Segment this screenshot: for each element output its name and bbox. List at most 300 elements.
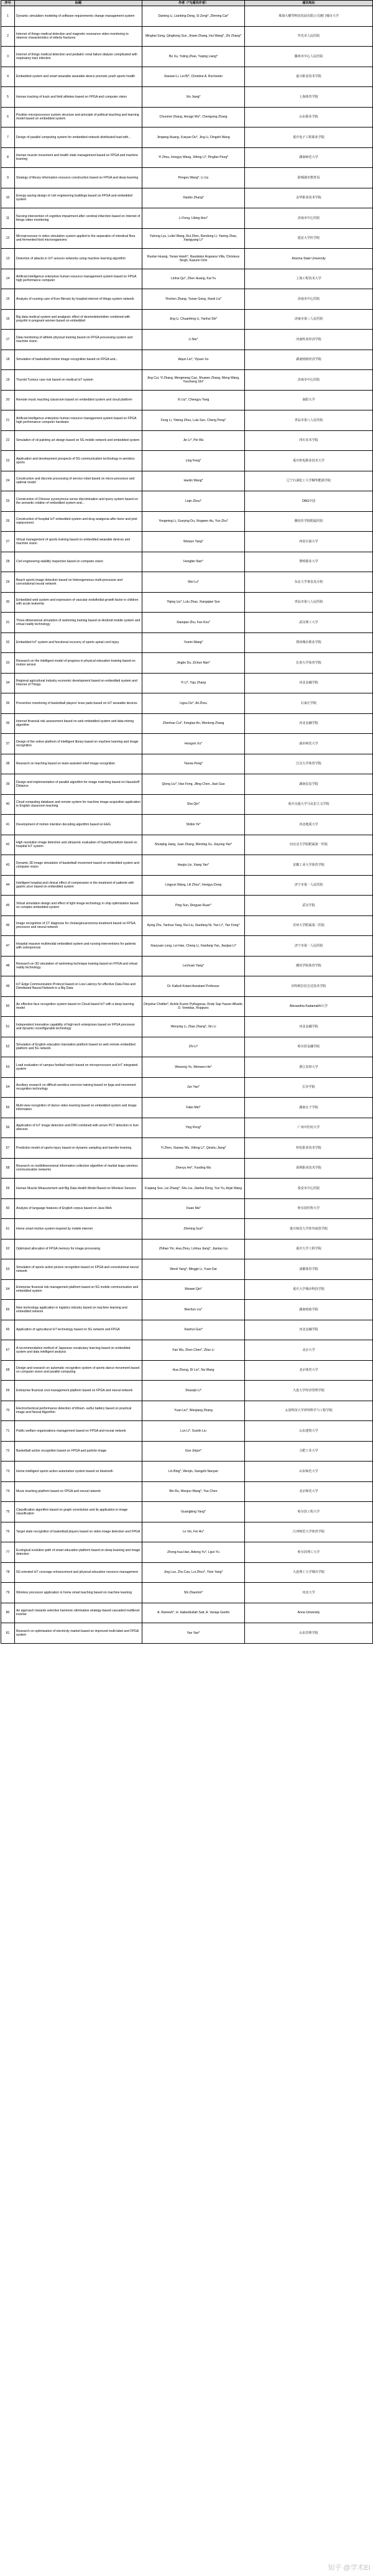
paper-authors: Yan Yan* bbox=[142, 1623, 245, 1644]
paper-authors: Guangbing Yang* bbox=[142, 1502, 245, 1522]
paper-affiliation: 潍坊医学院附属医院 bbox=[245, 511, 373, 532]
paper-affiliation: 江西师范大学体育学院 bbox=[245, 1522, 373, 1542]
paper-affiliation: 江汉大学体育学院 bbox=[245, 754, 373, 774]
table-row bbox=[1, 592, 373, 613]
row-number: 13 bbox=[1, 249, 15, 269]
paper-authors: Chunmei Zhang, Hongyi Wu*, Chengxing Zhang bbox=[142, 107, 245, 127]
paper-affiliation: 嘉兴职业技术学院 bbox=[245, 67, 373, 87]
row-number: 16 bbox=[1, 309, 15, 330]
paper-affiliation: 长春大学体育学院 bbox=[245, 653, 373, 674]
table-row bbox=[1, 1320, 373, 1340]
row-number: 70 bbox=[1, 1401, 15, 1421]
paper-affiliation: 湖南财政经济学院 bbox=[245, 350, 373, 370]
row-number: 2 bbox=[1, 26, 15, 47]
paper-authors: Xi Liu*, Chengyu Yang bbox=[142, 390, 245, 410]
row-number: 52 bbox=[1, 1037, 15, 1057]
row-number: 56 bbox=[1, 1118, 15, 1138]
paper-authors: Beichun Liu* bbox=[142, 1300, 245, 1320]
row-number: 49 bbox=[1, 976, 15, 997]
paper-authors: Dinyelse Chidike*, Achile Kuzon Pythagoras, Rody Sap Yasser Alharbi, D. Vomidas, Roppues bbox=[142, 996, 245, 1017]
paper-authors: Wei Lu* bbox=[142, 572, 245, 593]
table-row bbox=[1, 1098, 373, 1118]
paper-authors: Hua Zheng, Di Liu*, Na Wang bbox=[142, 1360, 245, 1381]
row-number: 4 bbox=[1, 67, 15, 87]
paper-title: Artificial intelligence enterprise human resource management system based on FPGA high performance computer bbox=[15, 269, 142, 289]
paper-affiliation: 河北金融学院 bbox=[245, 1320, 373, 1340]
paper-affiliation: 黎明职业大学 bbox=[245, 552, 373, 572]
table-row bbox=[1, 835, 373, 855]
row-number: 47 bbox=[1, 936, 15, 957]
paper-authors: Zhi Li* bbox=[142, 1037, 245, 1057]
paper-authors: Zhihao Yin, Hua Zhou, Linhua Jiang*, Jiantao Liu bbox=[142, 1239, 245, 1259]
paper-affiliation: 河北大学 bbox=[245, 1583, 373, 1603]
row-number: 29 bbox=[1, 572, 15, 593]
paper-affiliation: 重庆大学城市科技学院 bbox=[245, 1279, 373, 1300]
paper-title: Research on multidimensional information collection algorithm of martial leaps wireless communication networks bbox=[15, 1158, 142, 1179]
paper-affiliation: 西安石油大学 bbox=[245, 532, 373, 552]
paper-affiliation: 成都体育学院 bbox=[245, 1259, 373, 1280]
row-number: 55 bbox=[1, 1098, 15, 1118]
row-number: 17 bbox=[1, 330, 15, 350]
paper-title: Dynamic simulation modeling of software requirements change management system bbox=[15, 6, 142, 27]
table-row bbox=[1, 430, 373, 451]
paper-affiliation: 辽宁石油化工大学顺华能源学院 bbox=[245, 471, 373, 491]
row-number: 23 bbox=[1, 451, 15, 471]
paper-title: Multi-view recognition of dance video learning based on embedded system and image information bbox=[15, 1098, 142, 1118]
paper-authors: Shibin Ye* bbox=[142, 815, 245, 835]
paper-title: Public welfare organizations management based on FPGA and neural network bbox=[15, 1421, 142, 1442]
table-row bbox=[1, 1198, 373, 1219]
paper-affiliation: 重庆交通大学马克思主义学院 bbox=[245, 794, 373, 815]
paper-title: Electrochemical performance detection of lithium -sulfur battery based on practical image and Neural Algorithm bbox=[15, 1401, 142, 1421]
table-row bbox=[1, 147, 373, 168]
table-row bbox=[1, 67, 373, 87]
paper-title: Human tracking of track and field athletes based on FPGA and computer vision bbox=[15, 87, 142, 108]
paper-authors: Zhenhao Cui*, Fengtao An, Wenlong Zhang bbox=[142, 713, 245, 734]
table-row bbox=[1, 26, 373, 47]
table-row bbox=[1, 1077, 373, 1098]
paper-title: Embedded web system and expression of vascular endothelial growth factor in children with acute leukemia bbox=[15, 592, 142, 613]
paper-title: Research on the intelligent model of progress in physical education training based on motion sensor bbox=[15, 653, 142, 674]
table-row bbox=[1, 1017, 373, 1037]
paper-authors: Xiuan Ma* bbox=[142, 1198, 245, 1219]
table-row bbox=[1, 734, 373, 754]
paper-affiliation: 青岛市第八人民医院 bbox=[245, 410, 373, 431]
row-number: 27 bbox=[1, 532, 15, 552]
row-number: 79 bbox=[1, 1583, 15, 1603]
paper-authors: Bo Xu, Yuting Zhao, Yuqing Liang* bbox=[142, 47, 245, 67]
paper-title: Position microprocessor system structure and principle of political teaching and learning model based on embedded system bbox=[15, 107, 142, 127]
paper-authors: Lun Li*, Guolin Liu bbox=[142, 1421, 245, 1442]
table-row bbox=[1, 1219, 373, 1239]
paper-affiliation: 河南牧业经济学院 bbox=[245, 330, 373, 350]
paper-title: Target state recognition of basketball players based on video image detection and FPGA bbox=[15, 1522, 142, 1542]
table-row bbox=[1, 1481, 373, 1502]
row-number: 14 bbox=[1, 269, 15, 289]
row-number: 50 bbox=[1, 996, 15, 1017]
paper-authors: Wenjun Yang* bbox=[142, 532, 245, 552]
paper-affiliation: 潍坊学院体育学院 bbox=[245, 956, 373, 976]
paper-authors: Jun Yao* bbox=[142, 1077, 245, 1098]
paper-title: Human Muscle Measurement and Big Data Health Model Based on Wireless Sensors bbox=[15, 1179, 142, 1199]
paper-authors: Sha Qin* bbox=[142, 794, 245, 815]
paper-affiliation: 哈尔滨金融学院 bbox=[245, 1037, 373, 1057]
paper-title: Beach sports image detection based on heterogeneous multi-processor and convolutional neural network bbox=[15, 572, 142, 593]
paper-affiliation: 长沙学院 bbox=[245, 1077, 373, 1098]
paper-title: Research on 3D simulation of swimming technique training based on FPGA and virtual reality technology bbox=[15, 956, 142, 976]
row-number: 80 bbox=[1, 1603, 15, 1623]
paper-affiliation: 哈尔滨理工大学 bbox=[245, 1542, 373, 1563]
row-number: 19 bbox=[1, 370, 15, 391]
paper-affiliation: 合肥工业大学 bbox=[245, 1441, 373, 1462]
row-number: 5 bbox=[1, 87, 15, 108]
paper-title: Home intelligent sports action automation system based on bluetooth bbox=[15, 1462, 142, 1482]
paper-authors: Jingbo Du, Zichun Nan* bbox=[142, 653, 245, 674]
row-number: 9 bbox=[1, 168, 15, 188]
paper-title: Auxiliary research on difficult aerobics exercise training based on fpga and movement recognition technology bbox=[15, 1077, 142, 1098]
row-number: 6 bbox=[1, 107, 15, 127]
paper-authors: Shaoqin Li* bbox=[142, 1381, 245, 1401]
paper-title: Data monitoring of athlete physical training based on FPGA processing system and machine vision bbox=[15, 330, 142, 350]
paper-list-table bbox=[1, 0, 373, 1644]
paper-title: Artificial intelligence enterprise human resource management system based on FPGA high performance computer hardware bbox=[15, 410, 142, 431]
paper-affiliation: 南阳大学 bbox=[245, 390, 373, 410]
paper-authors: Aiqun Liu*, Yiyuan Xu bbox=[142, 350, 245, 370]
paper-title: Basketball action recognition based on FPGA and particle image bbox=[15, 1441, 142, 1462]
paper-affiliation: 曲阜师范大学 bbox=[245, 734, 373, 754]
paper-affiliation: 湖南师范大学 bbox=[245, 147, 373, 168]
table-row bbox=[1, 370, 373, 391]
paper-affiliation: 延安大学医学院 bbox=[245, 228, 373, 249]
paper-affiliation: 山东管理学院 bbox=[245, 1623, 373, 1644]
paper-authors: Fabo Mei* bbox=[142, 1098, 245, 1118]
table-row bbox=[1, 653, 373, 674]
row-number: 60 bbox=[1, 1198, 15, 1219]
paper-title: Human muscle movement and health state management based on FPGA and machine learning bbox=[15, 147, 142, 168]
paper-authors: Ping Sun, Dingyao Ruan* bbox=[142, 896, 245, 916]
paper-title: New technology application in logistics industry based on machine learning and embedded network bbox=[15, 1300, 142, 1320]
row-number: 25 bbox=[1, 491, 15, 512]
table-row bbox=[1, 1158, 373, 1179]
paper-authors: Xiaowei Li, Lei Bi*, Christine A. Rochester bbox=[142, 67, 245, 87]
table-row bbox=[1, 1239, 373, 1259]
row-number: 69 bbox=[1, 1381, 15, 1401]
table-row bbox=[1, 6, 373, 27]
paper-title: Enterprise financial risk management platform based on 5G mobile communication and embedded system bbox=[15, 1279, 142, 1300]
table-row bbox=[1, 289, 373, 310]
paper-affiliation: 深圳职业技术学院 bbox=[245, 1158, 373, 1179]
paper-affiliation: 重庆师范大学涉外商贸学院 bbox=[245, 1219, 373, 1239]
paper-affiliation: 河北金融学院 bbox=[245, 713, 373, 734]
table-row bbox=[1, 168, 373, 188]
paper-affiliation: 大连理工大学城市学院 bbox=[245, 1562, 373, 1583]
paper-title: 5G-oriented IoT coverage enhancement and physical education resource management bbox=[15, 1562, 142, 1583]
paper-authors: Linhui Qu*, Zhen Huang, Kai Yu bbox=[142, 269, 245, 289]
table-row bbox=[1, 1421, 373, 1442]
row-number: 11 bbox=[1, 208, 15, 229]
paper-authors: Li Niu* bbox=[142, 330, 245, 350]
row-number: 32 bbox=[1, 632, 15, 653]
row-number: 46 bbox=[1, 915, 15, 936]
paper-affiliation: 苏州大学附属第二医院 bbox=[245, 915, 373, 936]
paper-affiliation: 珠海大横琴科技发展有限公司澳门城市大学 bbox=[245, 6, 373, 27]
paper-authors: Jing Li, Chuanfeng Li, Yanhui Shi* bbox=[142, 309, 245, 330]
paper-authors: Jinqiang Huang, Xueyan Du*, Jing Li, Dingshi Wang bbox=[142, 127, 245, 148]
paper-authors: Liqin Zhou* bbox=[142, 491, 245, 512]
paper-affiliation: 山东师范大学 bbox=[245, 1462, 373, 1482]
paper-title: Internet financial risk assessment based on web embedded system and data mining algorithm bbox=[15, 713, 142, 734]
row-number: 75 bbox=[1, 1502, 15, 1522]
paper-title: Embedded system and smart wearable wearable device promote youth sports health bbox=[15, 67, 142, 87]
paper-affiliation: 东北大学秦皇岛分校 bbox=[245, 572, 373, 593]
paper-affiliation: 河北地质大学 bbox=[245, 815, 373, 835]
row-number: 21 bbox=[1, 410, 15, 431]
table-row bbox=[1, 249, 373, 269]
row-number: 37 bbox=[1, 734, 15, 754]
row-number: 59 bbox=[1, 1179, 15, 1199]
table-row bbox=[1, 1360, 373, 1381]
row-number: 8 bbox=[1, 147, 15, 168]
paper-authors: Yongming Li, Guoying Du, Xingwen Hu, Yun Zhu* bbox=[142, 511, 245, 532]
paper-authors: Xiaobo Zhang* bbox=[142, 188, 245, 208]
header-title: 标题 bbox=[15, 1, 142, 6]
table-row bbox=[1, 936, 373, 957]
table-row bbox=[1, 309, 373, 330]
row-number: 10 bbox=[1, 188, 15, 208]
paper-affiliation: 太原科技大学材料科学与工程学院 bbox=[245, 1401, 373, 1421]
table-header-row bbox=[1, 1, 373, 6]
row-number: 12 bbox=[1, 228, 15, 249]
table-row bbox=[1, 754, 373, 774]
table-row bbox=[1, 1401, 373, 1421]
paper-title: Energy-saving design of civil engineering buildings based on FPGA and embedded system bbox=[15, 188, 142, 208]
paper-title: Design and research on automatic recognition system of sports dance movement based on computer vision and parallel computing bbox=[15, 1360, 142, 1381]
paper-authors: Dr. Kalkoli Kotani Assistant Professor bbox=[142, 976, 245, 997]
paper-affiliation: 北京大学 bbox=[245, 1340, 373, 1361]
table-row bbox=[1, 330, 373, 350]
paper-authors: Haojia Lin, Xiang Yan* bbox=[142, 855, 245, 876]
table-row bbox=[1, 511, 373, 532]
paper-title: Analysis of nursing care of liver fibrosis by hospital internet of things system network bbox=[15, 289, 142, 310]
watermark: 知乎 @学术EI bbox=[328, 2564, 371, 2572]
paper-title: An approach towards selective harmonic elimination strategy-based cascaded multilevel inverter bbox=[15, 1603, 142, 1623]
paper-title: Construction of hospital IoT embedded system and drug analgesia after bone and joint replacement bbox=[15, 511, 142, 532]
table-row bbox=[1, 1279, 373, 1300]
row-number: 71 bbox=[1, 1421, 15, 1442]
paper-affiliation: 大连大学经济管理学院 bbox=[245, 1381, 373, 1401]
paper-affiliation: 湖南信息学院 bbox=[245, 774, 373, 795]
paper-affiliation: 河北北方学院附属第一医院 bbox=[245, 835, 373, 855]
table-row bbox=[1, 127, 373, 148]
row-number: 73 bbox=[1, 1462, 15, 1482]
paper-authors: Feng Li, Yidong Zhou, Lulu Sun, Cheng Peng* bbox=[142, 410, 245, 431]
paper-authors: Yi Zhen, Xiaowu Wu, Xifeng Li*, Qinshu Jiang* bbox=[142, 1138, 245, 1159]
paper-title: Hospital massive multimodal embedded system and nursing interventions for patients with osteoporosis bbox=[15, 936, 142, 957]
paper-authors: Pengxu Wang*, Li Liu bbox=[142, 168, 245, 188]
paper-title: An effective face recognition system based on Cloud based IoT with a deep learning model bbox=[15, 996, 142, 1017]
table-row bbox=[1, 228, 373, 249]
paper-affiliation: 怀化职业技术学院 bbox=[245, 1138, 373, 1159]
paper-title: Regional agricultural industry economic development based on embedded system and Internet of Things bbox=[15, 673, 142, 693]
header-affiliation: 通讯地址 bbox=[245, 1, 373, 6]
paper-title: Independent innovative capability of high-tech enterprises based on FPGA processor and dynamic reconfigurable technology bbox=[15, 1017, 142, 1037]
table-row bbox=[1, 1623, 373, 1644]
paper-affiliation: Alexandria Kadamakhl大学 bbox=[245, 996, 373, 1017]
row-number: 15 bbox=[1, 289, 15, 310]
paper-affiliation: 济南市中心医院 bbox=[245, 370, 373, 391]
paper-authors: Haolin Wang* bbox=[142, 471, 245, 491]
paper-title: Analysis of language features of English corpus based on Java Web bbox=[15, 1198, 142, 1219]
paper-authors: Fan Wu, Zhen Chen*, Ziluo Li bbox=[142, 1340, 245, 1361]
row-number: 66 bbox=[1, 1320, 15, 1340]
paper-title: Design of parallel computing system for embedded network distributed load with... bbox=[15, 127, 142, 148]
row-number: 58 bbox=[1, 1158, 15, 1179]
paper-title: Microprocessor in video simulation system applied to the separation of intestinal flora and fermented food microorganisms bbox=[15, 228, 142, 249]
row-number: 28 bbox=[1, 552, 15, 572]
table-row bbox=[1, 188, 373, 208]
table-row bbox=[1, 713, 373, 734]
paper-affiliation: 滕州市中心人民医院 bbox=[245, 47, 373, 67]
table-row bbox=[1, 491, 373, 512]
table-row bbox=[1, 855, 373, 876]
row-number: 20 bbox=[1, 390, 15, 410]
table-row bbox=[1, 996, 373, 1017]
paper-authors: Ligou Du*, Ali Zhou bbox=[142, 693, 245, 714]
table-row bbox=[1, 1441, 373, 1462]
paper-title: Design of the online platform of intelligent library based on machine learning and image recognition bbox=[15, 734, 142, 754]
paper-authors: Fuqiang Sun, Lei Zhang*, Shu Liu, Jianhui Dong, Yun Yu, Anjie Wang bbox=[142, 1179, 245, 1199]
paper-affiliation: 济宁市第一人民医院 bbox=[245, 936, 373, 957]
row-number: 38 bbox=[1, 754, 15, 774]
paper-affiliation: 石家庄学院 bbox=[245, 693, 373, 714]
paper-affiliation: 山东建筑大学 bbox=[245, 1421, 373, 1442]
paper-affiliation: 泰安市中心医院 bbox=[245, 1179, 373, 1199]
table-row bbox=[1, 632, 373, 653]
paper-affiliation: 防城港市教育局 bbox=[245, 168, 373, 188]
header-authors: 作者（*为通讯作者） bbox=[142, 1, 245, 6]
paper-affiliation: Anna University bbox=[245, 1603, 373, 1623]
table-row bbox=[1, 1583, 373, 1603]
paper-title: Three-dimensional simulation of swimming training based on Android mobile system and virtual reality technology bbox=[15, 613, 142, 633]
row-number: 76 bbox=[1, 1522, 15, 1542]
row-number: 72 bbox=[1, 1441, 15, 1462]
row-number: 42 bbox=[1, 835, 15, 855]
paper-affiliation: 湖南财政学院 bbox=[245, 1300, 373, 1320]
row-number: 7 bbox=[1, 127, 15, 148]
paper-authors: Zhenyu He*, Yunding Wu bbox=[142, 1158, 245, 1179]
row-number: 18 bbox=[1, 350, 15, 370]
table-row bbox=[1, 390, 373, 410]
table-row bbox=[1, 471, 373, 491]
table-row bbox=[1, 269, 373, 289]
paper-title: Big data medical system and analgesic effect of dexmedetomidine combined with propofol in pregnant women based on embedded bbox=[15, 309, 142, 330]
paper-affiliation: 上海体育学院 bbox=[245, 87, 373, 108]
paper-title: Strategy of library information resource construction based on FPGA and deep learning bbox=[15, 168, 142, 188]
paper-title: Thyroid Tumour care risk based on medical IoT system bbox=[15, 370, 142, 391]
paper-affiliation: 山东职业学院 bbox=[245, 107, 373, 127]
row-number: 54 bbox=[1, 1077, 15, 1098]
paper-authors: Aying Zhu, Yanhua Yang, Rui Liu, Xiaofang Ni, Yan Li*, Yan Feng* bbox=[142, 915, 245, 936]
row-number: 78 bbox=[1, 1562, 15, 1583]
row-number: 74 bbox=[1, 1481, 15, 1502]
paper-authors: Weizong Yu, Wenwen He* bbox=[142, 1057, 245, 1078]
paper-authors: Hongxin Xu* bbox=[142, 734, 245, 754]
paper-title: Development of motion intention decoding algorithm based on EEG bbox=[15, 815, 142, 835]
paper-title: Prediction model of sports injury based on dynamic sampling and transfer learning bbox=[15, 1138, 142, 1159]
row-number: 22 bbox=[1, 430, 15, 451]
row-number: 62 bbox=[1, 1239, 15, 1259]
table-row bbox=[1, 1502, 373, 1522]
paper-title: Construction of Chinese synonymous sense discrimination and query system based on the semantic relation of embedded system and... bbox=[15, 491, 142, 512]
paper-title: Load evaluation of campus football match based on microprocessor and IoT integrated system bbox=[15, 1057, 142, 1078]
paper-authors: Li Feng, Libing Hou* bbox=[142, 208, 245, 229]
table-row bbox=[1, 451, 373, 471]
paper-authors: Daming Li, Lianbing Deng, Si Zeng*, Zhiming Cai* bbox=[142, 6, 245, 27]
paper-authors: Jing Cui, Yi Zhang, Mengmeng Cao, Shuwen Zhang, Meng Wang, Yuezheng Shi* bbox=[142, 370, 245, 391]
paper-title: Cloud computing database and remote system for machine image acquisition application in English classroom teaching bbox=[15, 794, 142, 815]
table-row bbox=[1, 1462, 373, 1482]
row-number: 3 bbox=[1, 47, 15, 67]
paper-authors: Shi Zhaomin* bbox=[142, 1583, 245, 1603]
paper-authors: Jing Luo, Zhu Cao, Lui Zhou*, Yixin Yang* bbox=[142, 1562, 245, 1583]
paper-affiliation: 湖南女子学院 bbox=[245, 1098, 373, 1118]
paper-affiliation: 郑州城市职业学院 bbox=[245, 632, 373, 653]
paper-affiliation: 河北金融学院 bbox=[245, 1017, 373, 1037]
paper-title: Enterprise financial cost management platform based on FPGA and neural network bbox=[15, 1381, 142, 1401]
table-row bbox=[1, 1603, 373, 1623]
table-row bbox=[1, 1562, 373, 1583]
paper-affiliation: 安徽工业大学体育学院 bbox=[245, 855, 373, 876]
table-row bbox=[1, 350, 373, 370]
paper-title: Application and development prospects of 5G communication technology in aerobics sports bbox=[15, 451, 142, 471]
table-row bbox=[1, 87, 373, 108]
table-row bbox=[1, 875, 373, 896]
paper-title: Research on teaching based on team-assisted relief image recognition bbox=[15, 754, 142, 774]
paper-authors: Le Vin, Fei Hu* bbox=[142, 1522, 245, 1542]
paper-affiliation: 浙江农林大学 bbox=[245, 1057, 373, 1078]
paper-title: Virtual simulation design and effect of light image technology in ship optimization based on complex embedded system bbox=[15, 896, 142, 916]
paper-authors: Yumin Wang* bbox=[142, 632, 245, 653]
row-number: 34 bbox=[1, 673, 15, 693]
row-number: 48 bbox=[1, 956, 15, 976]
paper-authors: Qiong Liu*, Hao Feng, Jiling Chen, Jiaxi Gao bbox=[142, 774, 245, 795]
table-row bbox=[1, 47, 373, 67]
table-row bbox=[1, 107, 373, 127]
paper-authors: Bin Ru, Wenjun Wang*, Yue Chen bbox=[142, 1481, 245, 1502]
row-number: 26 bbox=[1, 511, 15, 532]
row-number: 68 bbox=[1, 1360, 15, 1381]
table-row bbox=[1, 552, 373, 572]
paper-affiliation: 河北金融学院 bbox=[245, 673, 373, 693]
paper-title: Wireless processor application in home smart teaching based on machine learning bbox=[15, 1583, 142, 1603]
table-row bbox=[1, 208, 373, 229]
paper-authors: Xiaohui Guo* bbox=[142, 1320, 245, 1340]
paper-affiliation: 哈尔滨工程大学 bbox=[245, 1502, 373, 1522]
header-no: 序号 bbox=[1, 1, 15, 6]
row-number: 61 bbox=[1, 1219, 15, 1239]
paper-authors: Wenli Yang*, Mingjie Li, Yuan Dai bbox=[142, 1259, 245, 1280]
paper-affiliation: 北京师范大学 bbox=[245, 1481, 373, 1502]
paper-title: Image recognition of CT diagnosis for cholangiocarcinoma treatment based on FPGA processor and neural network bbox=[15, 915, 142, 936]
paper-title: Construction and discrete processing of service robot based on micro-processor and optimal model bbox=[15, 471, 142, 491]
paper-affiliation: 重庆电子工程职业学院 bbox=[245, 127, 373, 148]
paper-affiliation: 四川美术学院 bbox=[245, 430, 373, 451]
paper-title: Ecological evolution path of smart education platform based on deep learning and image detection bbox=[15, 1542, 142, 1563]
paper-affiliation: 济南市中心医院 bbox=[245, 208, 373, 229]
paper-affiliation: 哈尔滨医科大学 bbox=[245, 1198, 373, 1219]
paper-authors: Xin Jiang* bbox=[142, 87, 245, 108]
paper-authors: Zhong-hua Han, Aidong Yu*, Lijun Yu bbox=[142, 1542, 245, 1563]
